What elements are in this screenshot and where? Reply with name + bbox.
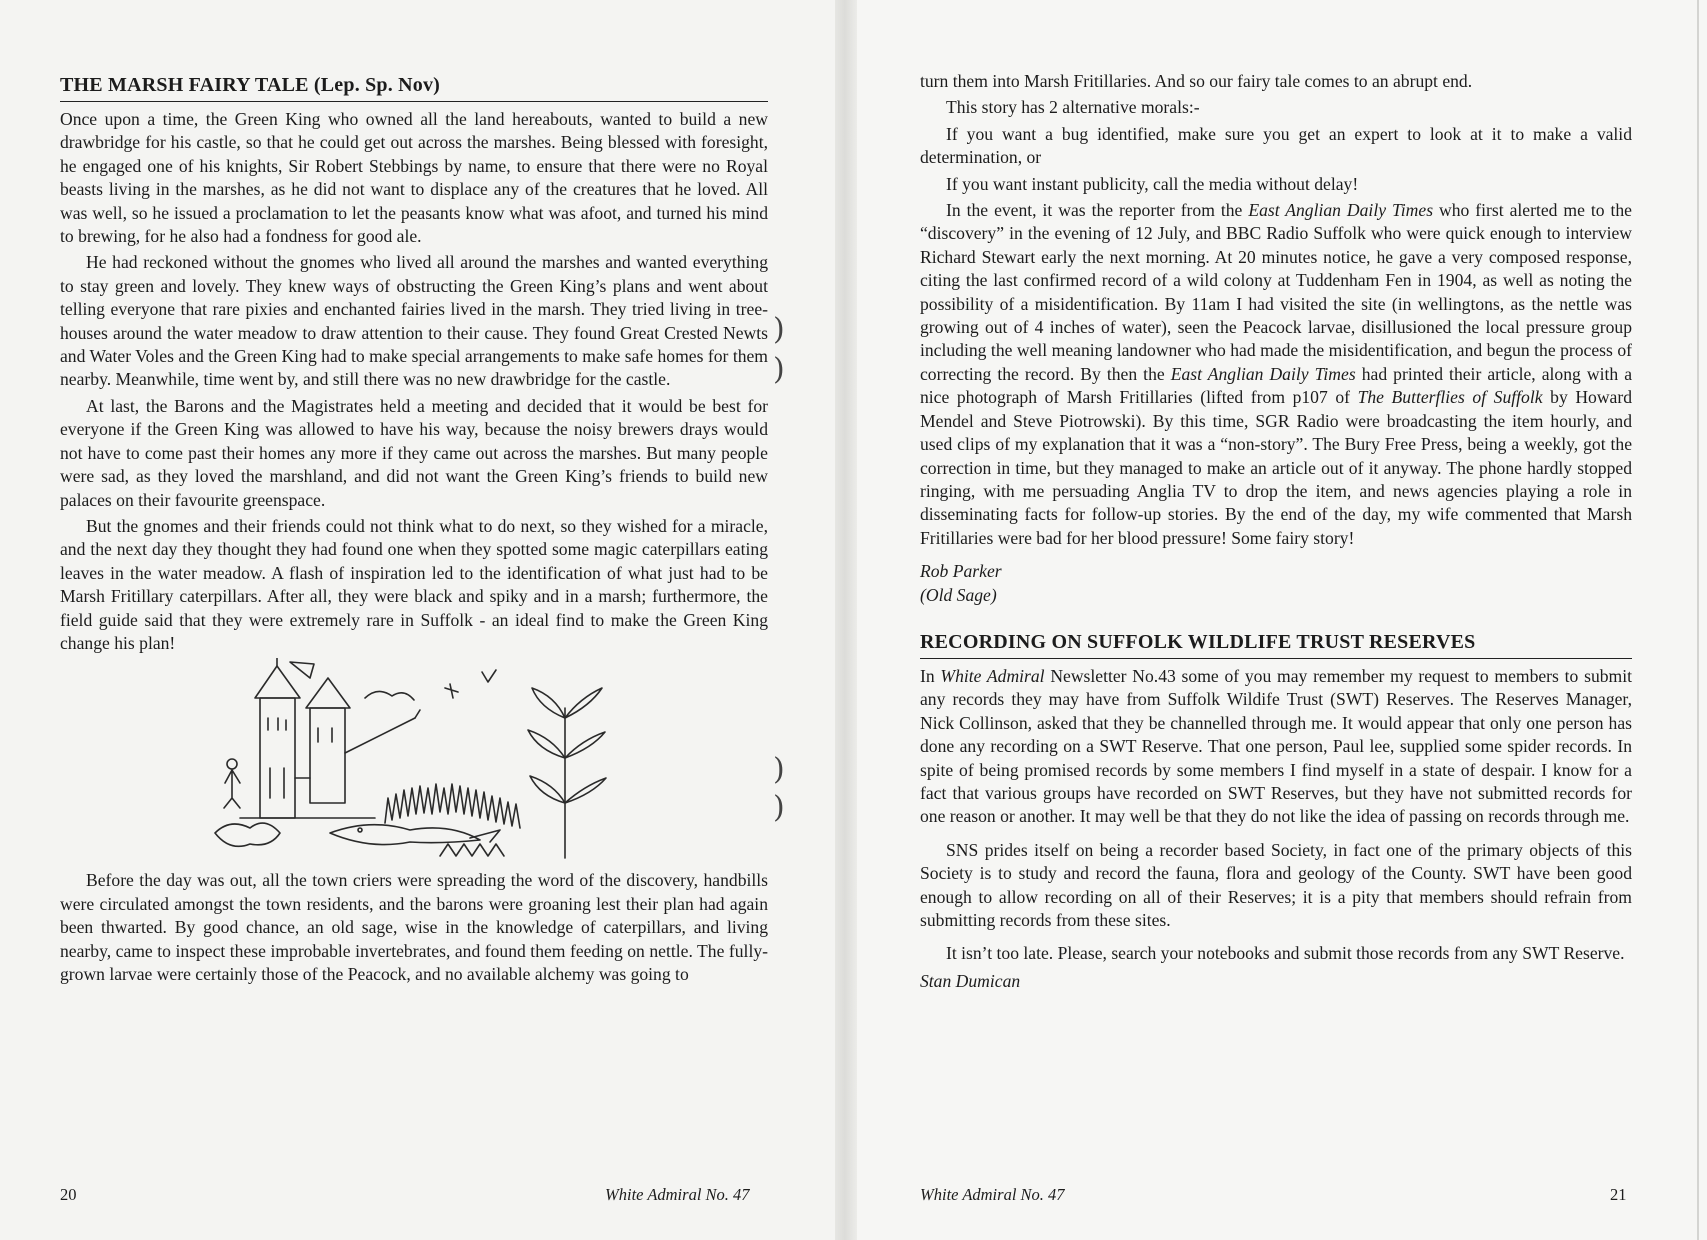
running-footer-right [920, 1185, 1065, 1205]
paragraph [920, 665, 1632, 829]
folio: 20 [60, 1185, 77, 1204]
page-number-left [60, 1185, 77, 1205]
article-title: THE MARSH FAIRY TALE (Lep. Sp. Nov) [60, 72, 768, 102]
publication-name: East Anglian Daily Times [1170, 363, 1356, 384]
text-run: by Howard Mendel and Steve Piotrowski). By this time, SGR Radio were broadcasting the item hourly, and used clips of my explanation that it was a “non-story”. The Bury Free Press, being a weekly, got the correction in time, but they managed to make an article out of it anyway. The phone hardly stopped ringing, with me persuading Anglia TV to drop the item, and news agencies playing a role in disseminating facts for follow-up stories. By the end of the day, my wife commented that Marsh Fritillaries were bad for her blood pressure! Some fairy story! [920, 387, 1632, 548]
paragraph: If you want instant publicity, call the media without delay! [946, 173, 1359, 194]
binding-mark: ) [773, 790, 785, 825]
paragraph: But the gnomes and their friends could not think what to do next, so they wished for a miracle, and the next day they thought they had found one when they spotted some magic caterpillars eating leaves in the water meadow. A flash of inspiration led to the identification of what just had to be Marsh Fritillary caterpillars. After all, they were black and spiky and in a marsh; furthermore, the field guide said that they were extremely rare in Suffolk - an ideal find to make the Green King change his plan! [60, 515, 768, 653]
paragraph: If you want a bug identified, make sure you get an expert to look at it to make a valid determination, or [920, 123, 1632, 168]
signature: Stan Dumican [920, 970, 1021, 991]
text-run: had printed their article, along with a nice photograph of Marsh Fritillaries (lifted from p107 of [920, 363, 1632, 408]
publication-name: East Anglian Daily Times [1248, 200, 1434, 221]
text-run: Newsletter No.43 some of you may remember my request to members to submit any records they may have from Suffolk Wildife Trust (SWT) Reserves. The Reserves Manager, Nick Collinson, asked that they be channelled through me. It would appear that only one person has done any recording on a SWT Reserve. That one person, Paul lee, supplied some spider records. In spite of being promised records by some members I find myself in a state of despair. I know for a fact that various groups have recorded on SWT Reserves, but they have not submitted records for one reason or another. It may well be that they do not like the idea of passing on records through me. [920, 665, 1632, 827]
paragraph [920, 199, 1632, 550]
book-title: The Butterflies of Suffolk [1357, 387, 1543, 408]
page-gutter [835, 0, 857, 1240]
paragraph: This story has 2 alternative morals:- [946, 97, 1200, 118]
folio: 21 [1610, 1185, 1627, 1204]
text-run: who first alerted me to the “discovery” in the evening of 12 July, and BBC Radio Suffolk who were quick enough to interview Richard Stewart early the next morning. At 20 minutes notice, he gave a very composed response, citing the last confirmed record of a wild colony at Tuddenham Fen in 1904, as well as noting the possibility of a misidentification. By 11am I had visited the site (in wellingtons, as the nettle was growing out of 4 inches of water), seen the Peacock larvae, disillusioned the local pressure group including the well meaning landowner who had made the misidentification, and begun the process of correcting the record. By then the [920, 200, 1632, 384]
left-article [60, 72, 768, 989]
paragraph: Once upon a time, the Green King who owned all the land hereabouts, wanted to build a new drawbridge for his castle, so that he could get out across the marshes. Being blessed with foresight, he engaged one of his knights, Sir Robert Stebbings by name, to ensure that there were no Royal beasts living in the marshes, as he did not want to displace any of the creatures that he loved. All was well, so he issued a proclamation to let the peasants know what was afoot, and turned his mind to brewing, for he also had a fondness for good ale. [60, 109, 768, 247]
text-run: In the event, it was the reporter from the [946, 200, 1249, 221]
binding-mark: ) [773, 752, 785, 787]
paragraph: He had reckoned without the gnomes who lived all around the marshes and wanted everything to stay green and lovely. They knew ways of obstructing the Green King’s plans and went about telling everyone that rare pixies and enchanted fairies lived in the marsh. They tried living in tree-houses around the water meadow to draw attention to their cause. They found Great Crested Newts and Water Voles and the Green King had to make special arrangements to make safe homes for them nearby. Meanwhile, time went by, and still there was no new drawbridge for the castle. [60, 252, 768, 390]
right-article [920, 70, 1632, 993]
publication-name: White Admiral [940, 665, 1045, 686]
running-footer-left [605, 1185, 750, 1205]
text-run: In [920, 665, 941, 686]
binding-mark: ) [773, 312, 785, 347]
paragraph: It isn’t too late. Please, search your notebooks and submit those records from any SWT Reserve. [946, 943, 1625, 964]
article-title: RECORDING ON SUFFOLK WILDLIFE TRUST RESERVES [920, 629, 1632, 659]
page-edge [1697, 0, 1699, 1240]
magazine-title: White Admiral No. 47 [920, 1185, 1065, 1204]
paragraph: Before the day was out, all the town criers were spreading the word of the discovery, handbills were circulated amongst the town residents, and the barons were groaning lest their plan had again been thwarted. By good chance, an old sage, wise in the knowledge of caterpillars, and living nearby, came to inspect these improbable invertebrates, and found them feeding on nettle. The fully-grown larvae were certainly those of the Peacock, and no available alchemy was going to [60, 870, 768, 984]
paragraph: turn them into Marsh Fritillaries. And so our fairy tale comes to an abrupt end. [920, 71, 1473, 91]
signature-alias: (Old Sage) [920, 584, 997, 605]
signature: Rob Parker [920, 561, 1002, 582]
magazine-title: White Admiral No. 47 [605, 1185, 750, 1204]
page-number-right [1610, 1185, 1627, 1205]
paragraph: SNS prides itself on being a recorder based Society, in fact one of the primary objects of this Society is to study and record the fauna, flora and geology of the County. SWT have been good enough to allow recording on all of their Reserves; it is a pity that members should refrain from submitting records from these sites. [920, 839, 1632, 930]
binding-mark: ) [773, 352, 785, 387]
paragraph: At last, the Barons and the Magistrates held a meeting and decided that it would be best for everyone if the Green King was allowed to have his way, because the noisy brewers drays would not have to come past their homes any more if they came out across the marshes. But many people were sad, as they loved the marshland, and did not want the Green King’s friends to build new palaces on their favourite greenspace. [60, 395, 768, 510]
castle-marsh-sketch-icon [210, 658, 640, 863]
